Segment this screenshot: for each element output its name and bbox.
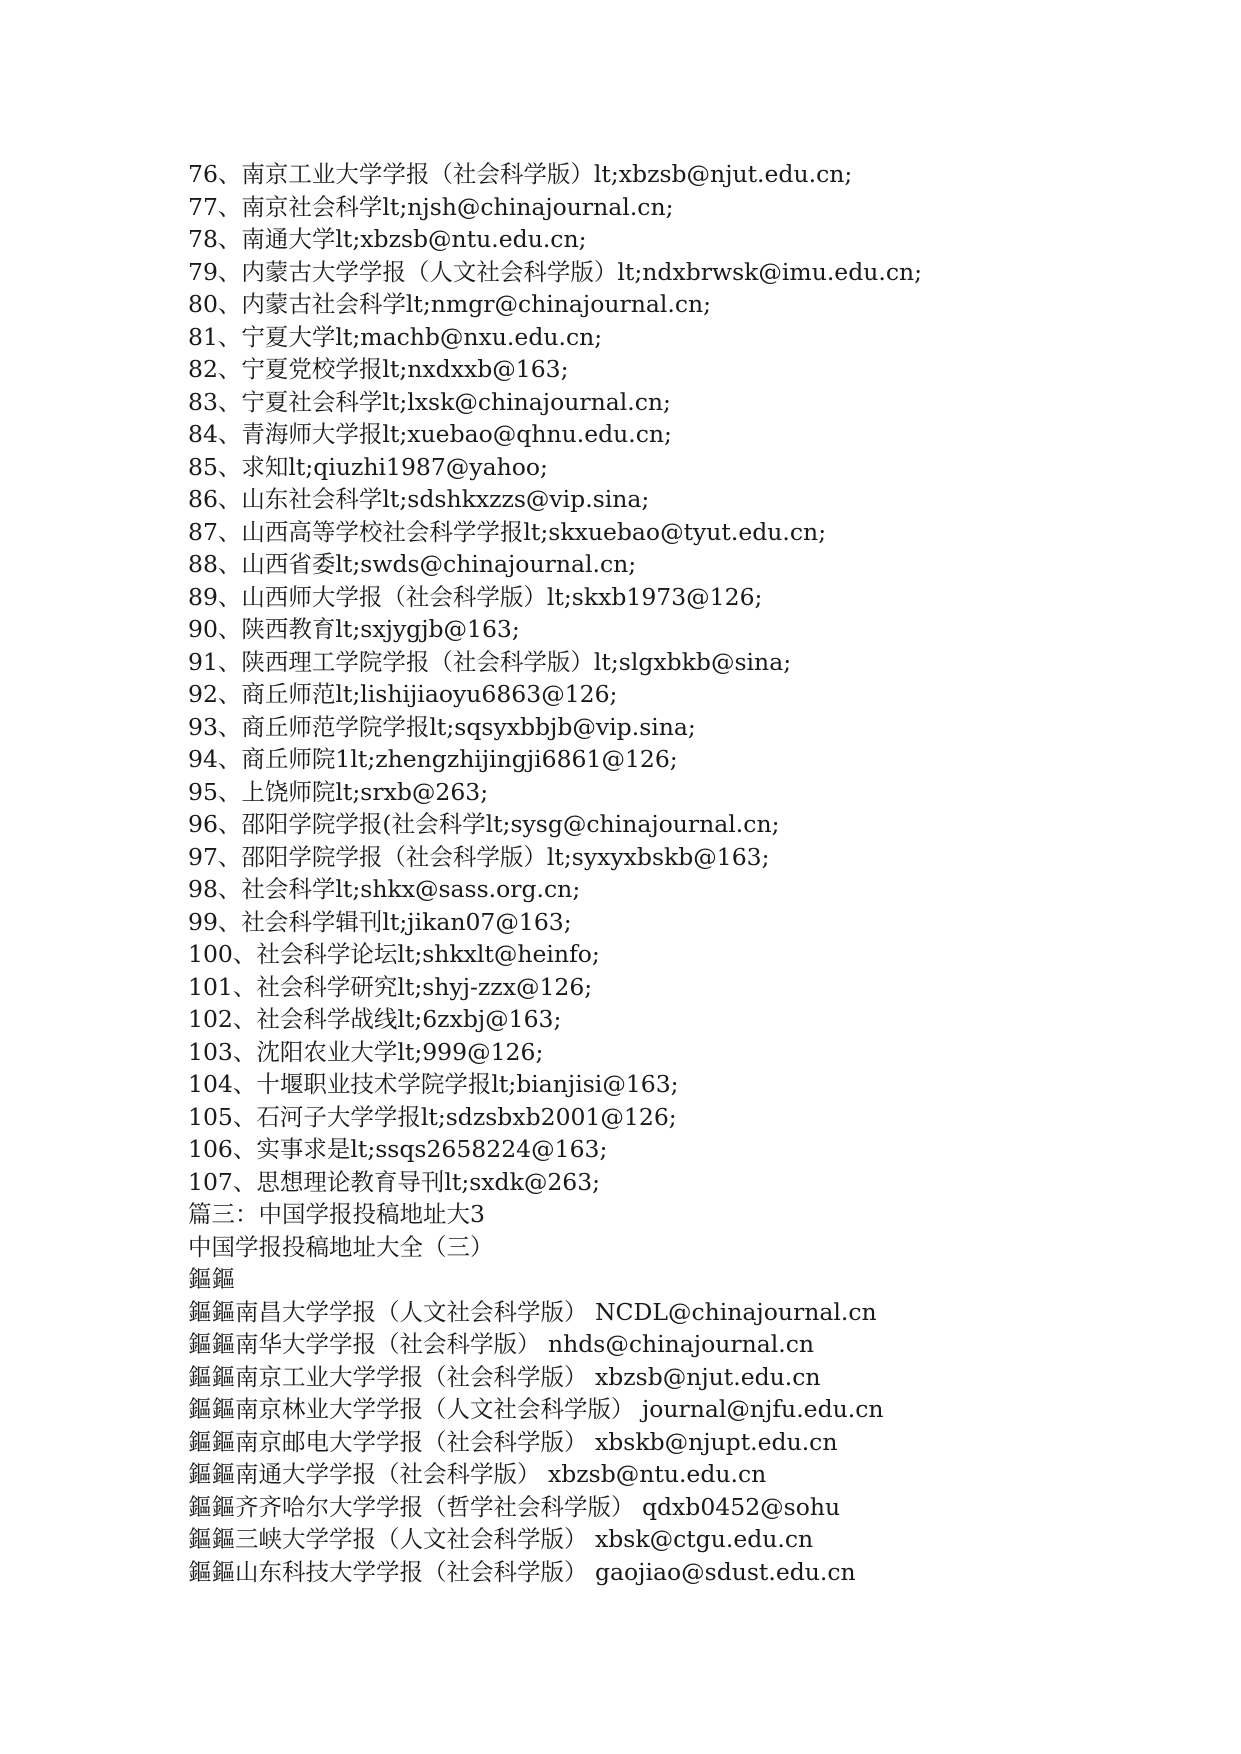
document-body [188, 158, 1188, 1588]
text-line: 97、邵阳学院学报（社会科学版）lt;syxyxbskb@163; [188, 842, 770, 871]
text-line: 99、社会科学辑刊lt;jikan07@163; [188, 907, 572, 936]
text-line: 79、内蒙古大学学报（人文社会科学版）lt;ndxbrwsk@imu.edu.cn; [188, 257, 923, 286]
text-line: 78、南通大学lt;xbzsb@ntu.edu.cn; [188, 225, 587, 253]
text-line: 76、南京工业大学学报（社会科学版）lt;xbzsb@njut.edu.cn; [188, 160, 853, 188]
text-line: 鏂鏂山东科技大学学报（社会科学版） gaojiao@sdust.edu.cn [188, 1557, 856, 1586]
text-line: 77、南京社会科学lt;njsh@chinajournal.cn; [188, 192, 674, 221]
text-line: 98、社会科学lt;shkx@sass.org.cn; [188, 875, 581, 903]
text-line: 101、社会科学研究lt;shyj-zzx@126; [188, 972, 593, 1001]
text-line: 87、山西高等学校社会科学学报lt;skxuebao@tyut.edu.cn; [188, 517, 827, 546]
text-line: 鏂鏂南京工业大学学报（社会科学版） xbzsb@njut.edu.cn [188, 1362, 821, 1391]
text-line: 鏂鏂南昌大学学报（人文社会科学版） NCDL@chinajournal.cn [188, 1297, 877, 1326]
text-line: 84、青海师大学报lt;xuebao@qhnu.edu.cn; [188, 420, 672, 448]
text-line: 95、上饶师院lt;srxb@263; [188, 777, 489, 806]
text-line: 83、宁夏社会科学lt;lxsk@chinajournal.cn; [188, 387, 671, 416]
text-line: 93、商丘师范学院学报lt;sqsyxbbjb@vip.sina; [188, 712, 696, 741]
text-line: 鏂鏂 [188, 1265, 235, 1293]
text-line: 鏂鏂南通大学学报（社会科学版） xbzsb@ntu.edu.cn [188, 1460, 767, 1488]
text-line: 81、宁夏大学lt;machb@nxu.edu.cn; [188, 322, 603, 351]
text-line: 90、陕西教育lt;sxjygjb@163; [188, 615, 520, 643]
text-line: 107、思想理论教育导刊lt;sxdk@263; [188, 1167, 601, 1196]
text-line: 86、山东社会科学lt;sdshkxzzs@vip.sina; [188, 485, 650, 513]
text-line: 鏂鏂三峡大学学报（人文社会科学版） xbsk@ctgu.edu.cn [188, 1525, 814, 1553]
text-line: 96、邵阳学院学报(社会科学lt;sysg@chinajournal.cn; [188, 810, 780, 838]
section-heading: 篇三：中国学报投稿地址大3 [188, 1200, 485, 1228]
text-line: 104、十堰职业技术学院学报lt;bianjisi@163; [188, 1070, 679, 1098]
text-line: 100、社会科学论坛lt;shkxlt@heinfo; [188, 940, 600, 968]
text-line: 89、山西师大学报（社会科学版）lt;skxb1973@126; [188, 582, 763, 611]
text-line: 鏂鏂南京林业大学学报（人文社会科学版） journal@njfu.edu.cn [188, 1395, 884, 1423]
text-line: 80、内蒙古社会科学lt;nmgr@chinajournal.cn; [188, 290, 712, 318]
text-line: 103、沈阳农业大学lt;999@126; [188, 1037, 544, 1066]
text-line: 105、石河子大学学报lt;sdzsbxb2001@126; [188, 1102, 677, 1131]
text-line: 88、山西省委lt;swds@chinajournal.cn; [188, 550, 637, 578]
text-line: 鏂鏂南华大学学报（社会科学版） nhds@chinajournal.cn [188, 1330, 815, 1358]
text-line: 91、陕西理工学院学报（社会科学版）lt;slgxbkb@sina; [188, 647, 792, 676]
text-line: 94、商丘师院1lt;zhengzhijingji6861@126; [188, 745, 678, 773]
text-line: 102、社会科学战线lt;6zxbj@163; [188, 1005, 562, 1033]
section-title: 中国学报投稿地址大全（三） [188, 1232, 494, 1261]
text-line: 82、宁夏党校学报lt;nxdxxb@163; [188, 355, 569, 383]
text-line: 鏂鏂齐齐哈尔大学学报（哲学社会科学版） qdxb0452@sohu [188, 1492, 841, 1521]
text-line: 鏂鏂南京邮电大学学报（社会科学版） xbskb@njupt.edu.cn [188, 1427, 838, 1456]
text-line: 85、求知lt;qiuzhi1987@yahoo; [188, 452, 548, 481]
text-line: 106、实事求是lt;ssqs2658224@163; [188, 1135, 608, 1163]
text-line: 92、商丘师范lt;lishijiaoyu6863@126; [188, 680, 618, 708]
